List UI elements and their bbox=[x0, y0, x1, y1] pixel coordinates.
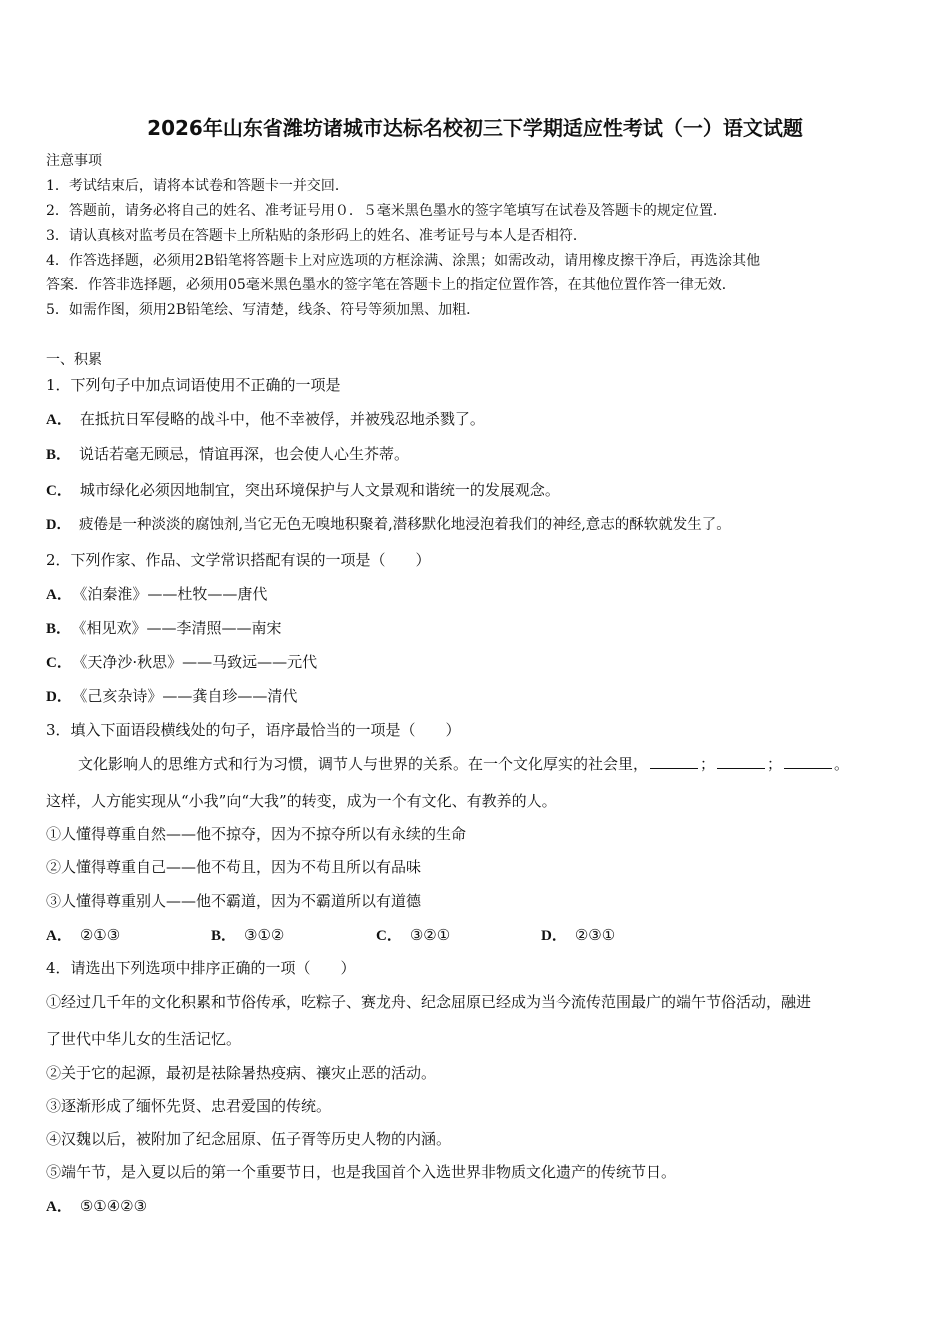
option-item bbox=[46, 1196, 147, 1217]
sentence-item: 了世代中华儿女的生活记忆。 bbox=[46, 1030, 242, 1048]
option-label: D． bbox=[46, 689, 72, 705]
option-text: 说话若毫无顾忌，情谊再深，也会使人心生芥蒂。 bbox=[79, 445, 410, 463]
option-text: 《泊秦淮》——杜牧——唐代 bbox=[79, 585, 268, 603]
passage-line: 这样，人方能实现从“小我”向“大我”的转变，成为一个有文化、有教养的人。 bbox=[46, 792, 557, 810]
sentence-item: ③逐渐形成了缅怀先贤、忠君爱国的传统。 bbox=[46, 1097, 332, 1115]
option-text: 《相见欢》——李清照——南宋 bbox=[79, 619, 282, 637]
notice-item: 5．如需作图，须用2B铅笔绘、写清楚，线条、符号等须加黑、加粗． bbox=[46, 302, 481, 318]
question-stem: 2．下列作家、作品、文学常识搭配有误的一项是（ ） bbox=[46, 551, 431, 569]
question-stem: 1．下列句子中加点词语使用不正确的一项是 bbox=[46, 376, 341, 394]
option-item bbox=[376, 925, 541, 946]
option-item bbox=[46, 480, 560, 501]
passage-text: 文化影响人的思维方式和行为习惯，调节人与世界的关系。在一个文化厚实的社会里， bbox=[78, 755, 649, 773]
answer-blank bbox=[650, 754, 698, 769]
option-label: A． bbox=[46, 928, 72, 944]
option-label: B． bbox=[46, 447, 72, 463]
notice-item: 1．考试结束后，请将本试卷和答题卡一并交回． bbox=[46, 178, 349, 194]
notice-heading: 注意事项 bbox=[46, 153, 102, 169]
option-item bbox=[46, 584, 267, 605]
option-label: C． bbox=[376, 928, 402, 944]
option-text: 《天净沙·秋思》——马致远——元代 bbox=[79, 653, 318, 671]
option-item bbox=[541, 925, 706, 946]
option-label: C． bbox=[46, 655, 72, 671]
option-item bbox=[46, 444, 409, 465]
option-label: A． bbox=[46, 587, 72, 603]
separator: ； bbox=[767, 755, 783, 773]
notice-item: 2．答题前，请务必将自己的姓名、准考证号用０．５毫米黑色墨水的签字笔填写在试卷及答题卡的规定位置． bbox=[46, 203, 727, 219]
answer-blank bbox=[784, 754, 832, 769]
option-text: ③①② bbox=[244, 926, 285, 944]
option-item bbox=[46, 515, 731, 535]
option-item bbox=[46, 686, 297, 707]
option-label: B． bbox=[46, 621, 72, 637]
sentence-item: ④汉魏以后，被附加了纪念屈原、伍子胥等历史人物的内涵。 bbox=[46, 1130, 452, 1148]
notice-item: 4．作答选择题，必须用2B铅笔将答题卡上对应选项的方框涂满、涂黑；如需改动，请用橡皮擦干净后，再选涂其他 bbox=[46, 253, 761, 269]
sentence-item: ②人懂得尊重自己——他不苟且，因为不苟且所以有品味 bbox=[46, 858, 422, 876]
option-label: B． bbox=[211, 928, 237, 944]
option-text: ⑤①④②③ bbox=[79, 1197, 148, 1215]
option-text: 在抵抗日军侵略的战斗中，他不幸被俘，并被残忍地杀戮了。 bbox=[79, 410, 485, 428]
option-text: 疲倦是一种淡淡的腐蚀剂,当它无色无嗅地积聚着,潜移默化地浸泡着我们的神经,意志的酥软就发生了。 bbox=[78, 517, 731, 533]
option-text: ③②① bbox=[409, 926, 451, 944]
question-stem: 4．请选出下列选项中排序正确的一项（ ） bbox=[46, 959, 356, 977]
section-heading: 一、积累 bbox=[46, 352, 102, 368]
option-item bbox=[46, 652, 317, 673]
option-item bbox=[46, 925, 211, 946]
option-label: A． bbox=[46, 1199, 72, 1215]
options-row bbox=[46, 925, 706, 946]
option-text: ②③① bbox=[574, 926, 616, 944]
page-title: 2026年山东省潍坊诸城市达标名校初三下学期适应性考试（一）语文试题 bbox=[147, 116, 803, 140]
option-text: 城市绿化必须因地制宜，突出环境保护与人文景观和谐统一的发展观念。 bbox=[79, 481, 560, 499]
notice-item: 答案．作答非选择题，必须用05毫米黑色墨水的签字笔在答题卡上的指定位置作答，在其他位置作答一律无效． bbox=[46, 277, 736, 293]
sentence-item: ①人懂得尊重自然——他不掠夺，因为不掠夺所以有永续的生命 bbox=[46, 825, 467, 843]
option-item bbox=[211, 925, 376, 946]
separator: ； bbox=[700, 755, 716, 773]
notice-item: 3．请认真核对监考员在答题卡上所粘贴的条形码上的姓名、准考证号与本人是否相符． bbox=[46, 228, 587, 244]
option-item bbox=[46, 409, 485, 430]
passage-line bbox=[78, 754, 849, 774]
sentence-item: ①经过几千年的文化积累和节俗传承，吃粽子、赛龙舟、纪念屈原已经成为当今流传范围最广的端午节俗活动，融进 bbox=[46, 993, 812, 1011]
option-label: D． bbox=[46, 517, 71, 533]
option-text: 《己亥杂诗》——龚自珍——清代 bbox=[79, 687, 298, 705]
option-label: C． bbox=[46, 483, 72, 499]
sentence-item: ⑤端午节，是入夏以后的第一个重要节日，也是我国首个入选世界非物质文化遗产的传统节日。 bbox=[46, 1163, 677, 1181]
separator: 。 bbox=[834, 755, 850, 773]
question-stem: 3．填入下面语段横线处的句子，语序最恰当的一项是（ ） bbox=[46, 721, 461, 739]
option-label: D． bbox=[541, 928, 567, 944]
option-item bbox=[46, 618, 282, 639]
option-text: ②①③ bbox=[79, 926, 121, 944]
sentence-item: ②关于它的起源，最初是祛除暑热疫病、禳灾止恶的活动。 bbox=[46, 1064, 437, 1082]
sentence-item: ③人懂得尊重别人——他不霸道，因为不霸道所以有道德 bbox=[46, 892, 422, 910]
answer-blank bbox=[717, 754, 765, 769]
option-label: A． bbox=[46, 412, 72, 428]
